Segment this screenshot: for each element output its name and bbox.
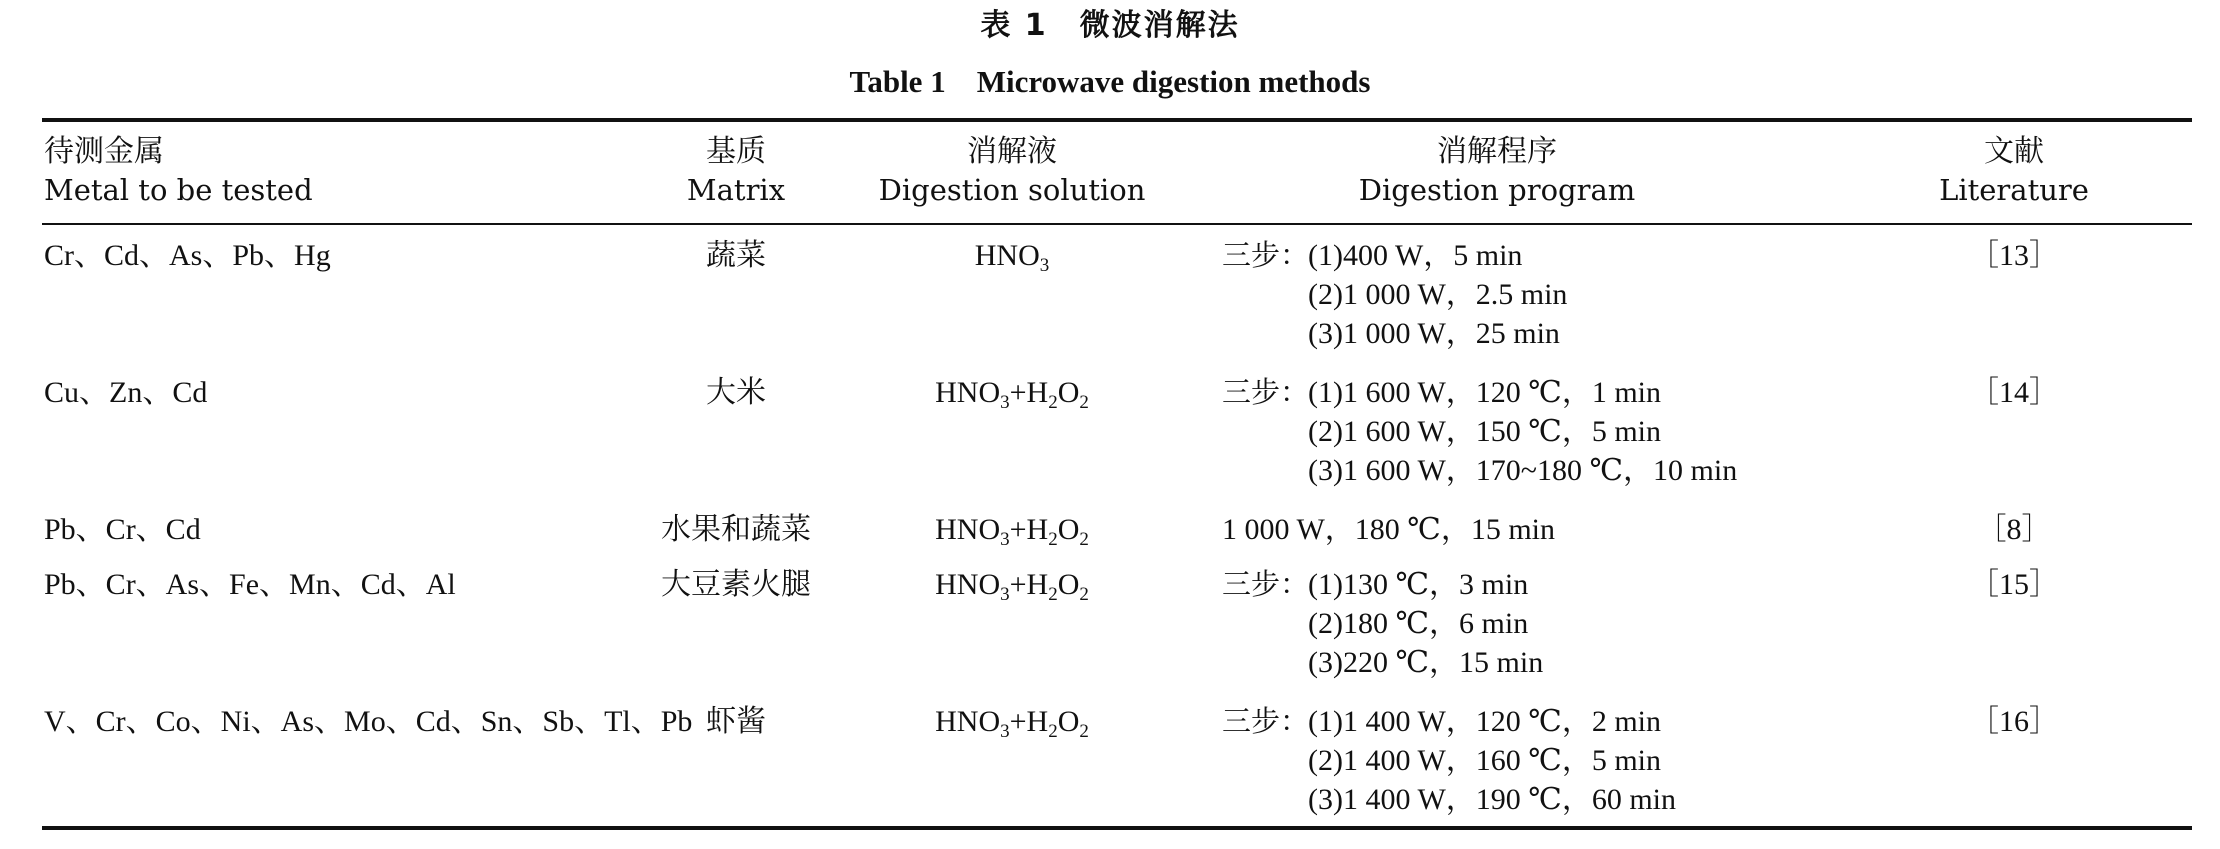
row-4-program	[1222, 565, 1543, 682]
row-1-matrix: 蔬菜	[706, 238, 766, 273]
header-literature-en: Literature	[1939, 173, 2089, 207]
row-5-matrix: 虾酱	[706, 704, 766, 739]
row-2-matrix: 大米	[706, 375, 766, 410]
table-header-rule	[42, 223, 2192, 225]
row-5-program	[1222, 702, 1676, 819]
row-5-solution	[935, 702, 1089, 741]
row-5-program-prefix: 三步：	[1222, 704, 1310, 738]
row-5-solution-a-sub: 3	[1000, 721, 1010, 742]
header-literature-cn: 文献	[1983, 134, 2044, 169]
row-3-solution-a: HNO	[935, 513, 1001, 546]
header-program	[1359, 132, 1636, 210]
row-5-metal: V、Cr、Co、Ni、As、Mo、Cd、Sn、Sb、Tl、Pb	[44, 705, 693, 738]
row-2-program	[1222, 373, 1737, 490]
row-3-metal: Pb、Cr、Cd	[44, 513, 201, 546]
row-1-program-prefix: 三步：	[1222, 238, 1310, 272]
header-program-en: Digestion program	[1358, 173, 1636, 207]
row-1-step-3: (3)1 000 W，25 min	[1308, 317, 1560, 350]
row-3-solution-a-sub: 3	[1000, 529, 1010, 550]
row-5-solution-a: HNO	[935, 705, 1001, 738]
header-program-cn: 消解程序	[1437, 134, 1557, 169]
row-2-literature: ［14］	[1969, 376, 2059, 409]
row-2-step-1-text: (1)1 600 W，120 ℃，1 min	[1308, 376, 1661, 409]
row-4-solution-a-sub: 3	[1000, 584, 1010, 605]
row-1-step-1	[1222, 236, 1567, 275]
header-solution	[879, 132, 1146, 210]
row-1-step-2: (2)1 000 W，2.5 min	[1308, 278, 1568, 311]
row-3-matrix: 水果和蔬菜	[661, 512, 811, 547]
header-solution-cn: 消解液	[967, 134, 1057, 169]
row-3-program	[1222, 510, 1555, 549]
row-5-solution-b: H	[1026, 705, 1049, 738]
row-3-literature: ［8］	[1976, 513, 2052, 546]
header-metal	[44, 132, 313, 210]
row-1-solution	[975, 236, 1050, 275]
row-2-solution-a: HNO	[935, 376, 1001, 409]
row-1-metal: Cr、Cd、As、Pb、Hg	[44, 239, 331, 272]
row-4-solution-b-sub1: 2	[1048, 584, 1058, 605]
row-1-solution-a-sub: 3	[1039, 255, 1050, 276]
row-1-step-1-text: (1)400 W，5 min	[1308, 239, 1523, 272]
row-4-solution	[935, 565, 1089, 604]
row-5-step-2: (2)1 400 W，160 ℃，5 min	[1308, 744, 1661, 777]
row-4-solution-plus: +	[1009, 568, 1027, 601]
header-metal-cn: 待测金属	[44, 134, 164, 169]
row-2-solution-plus: +	[1009, 376, 1027, 409]
row-5-literature: ［16］	[1969, 705, 2059, 738]
row-2-step-3: (3)1 600 W，170~180 ℃，10 min	[1308, 454, 1738, 487]
row-4-solution-b-sub2: 2	[1079, 584, 1089, 605]
row-1-literature: ［13］	[1969, 239, 2059, 272]
row-5-step-1	[1222, 702, 1676, 741]
header-solution-en: Digestion solution	[878, 173, 1146, 207]
header-metal-en: Metal to be tested	[44, 173, 313, 207]
row-2-solution-b-sub2: 2	[1079, 392, 1089, 413]
row-4-literature: ［15］	[1969, 568, 2059, 601]
row-2-step-2: (2)1 600 W，150 ℃，5 min	[1308, 415, 1661, 448]
header-matrix-en: Matrix	[686, 173, 786, 207]
row-4-step-1	[1222, 565, 1543, 604]
row-4-step-3: (3)220 ℃，15 min	[1308, 646, 1544, 679]
row-5-solution-b-sub1: 2	[1048, 721, 1058, 742]
row-3-step-1-text: 1 000 W，180 ℃，15 min	[1222, 513, 1556, 546]
row-4-program-prefix: 三步：	[1222, 567, 1310, 601]
row-2-solution-a-sub: 3	[1000, 392, 1010, 413]
table-bottom-rule	[42, 826, 2192, 830]
row-1-solution-a: HNO	[974, 239, 1040, 272]
row-2-step-1	[1222, 373, 1737, 412]
row-4-solution-b-mid: O	[1057, 568, 1080, 601]
row-4-matrix: 大豆素火腿	[661, 567, 811, 602]
header-literature	[1939, 132, 2089, 210]
table-top-rule	[42, 118, 2192, 122]
row-3-solution-b: H	[1026, 513, 1049, 546]
row-4-solution-b: H	[1026, 568, 1049, 601]
row-4-metal: Pb、Cr、As、Fe、Mn、Cd、Al	[44, 568, 456, 601]
row-3-solution-plus: +	[1009, 513, 1027, 546]
row-5-solution-b-mid: O	[1057, 705, 1080, 738]
row-2-solution-b: H	[1026, 376, 1049, 409]
row-4-step-2: (2)180 ℃，6 min	[1308, 607, 1529, 640]
row-4-solution-a: HNO	[935, 568, 1001, 601]
row-2-program-prefix: 三步：	[1222, 375, 1310, 409]
table-title-chinese: 表 1 微波消解法	[980, 8, 1240, 43]
row-3-solution-b-sub1: 2	[1048, 529, 1058, 550]
row-5-solution-b-sub2: 2	[1079, 721, 1089, 742]
row-4-step-1-text: (1)130 ℃，3 min	[1308, 568, 1529, 601]
row-2-solution-b-sub1: 2	[1048, 392, 1058, 413]
row-2-solution	[935, 373, 1089, 412]
row-2-metal: Cu、Zn、Cd	[44, 376, 208, 409]
row-3-solution	[935, 510, 1089, 549]
row-5-step-1-text: (1)1 400 W，120 ℃，2 min	[1308, 705, 1661, 738]
header-matrix-cn: 基质	[705, 134, 766, 169]
row-3-step-1	[1222, 510, 1555, 549]
row-1-program	[1222, 236, 1567, 353]
header-matrix	[687, 132, 785, 210]
row-3-solution-b-sub2: 2	[1079, 529, 1089, 550]
row-2-solution-b-mid: O	[1057, 376, 1080, 409]
row-5-solution-plus: +	[1009, 705, 1027, 738]
row-5-step-3: (3)1 400 W，190 ℃，60 min	[1308, 783, 1676, 816]
table-title-english: Table 1 Microwave digestion methods	[849, 64, 1371, 99]
row-3-solution-b-mid: O	[1057, 513, 1080, 546]
